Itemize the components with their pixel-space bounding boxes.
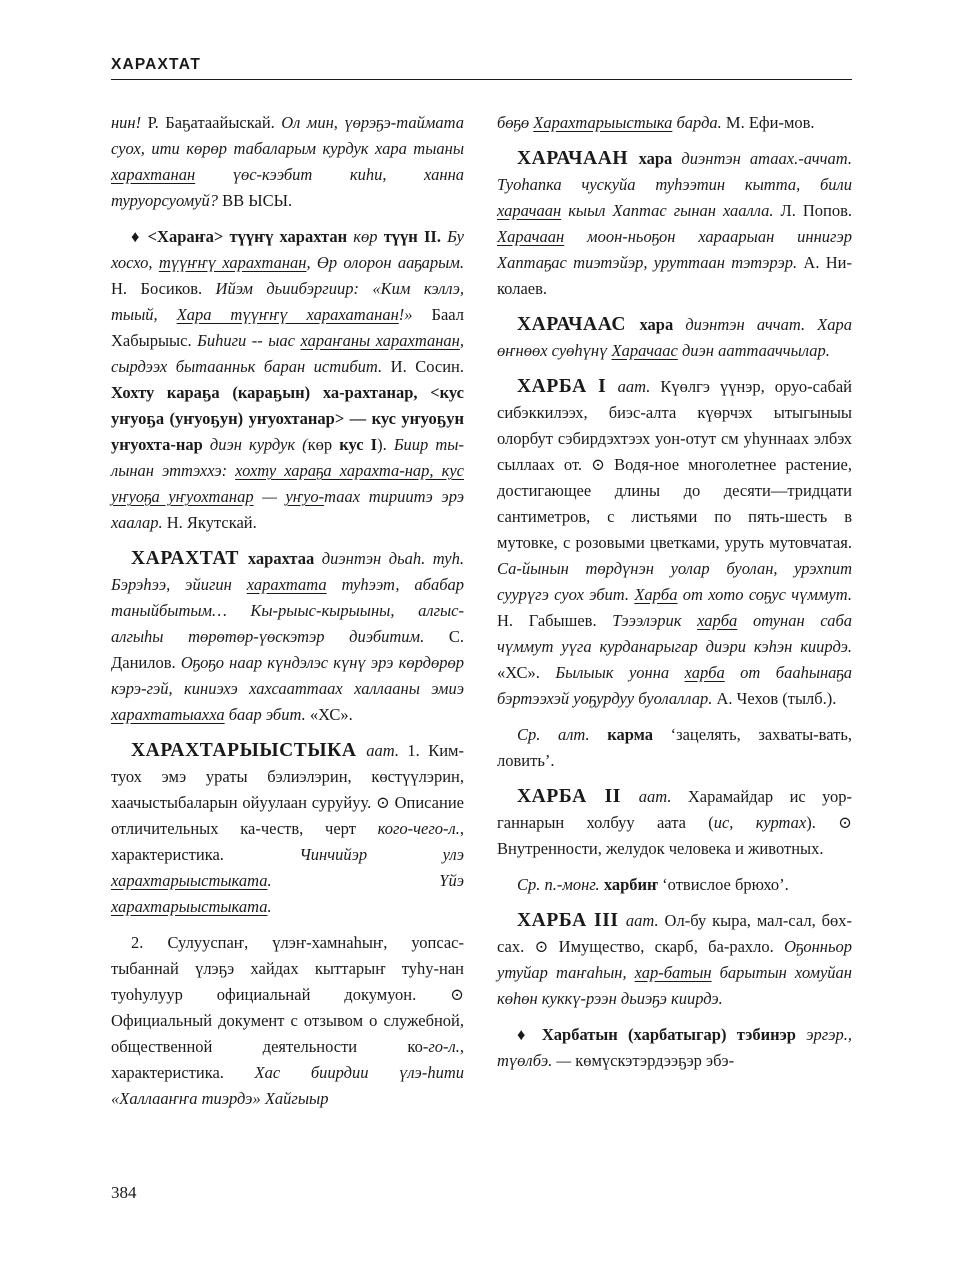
text-run: көр [307,435,340,454]
text-run: Баал Хабырыыс. [111,305,464,350]
headword: ХАРАХТАРЫЫСТЫКА [131,740,367,761]
text-run: А. Чехов (тылб.). [716,689,837,708]
text-run: харахтата [246,575,327,594]
text-run: үөс-кээбит киһи, ханна туруорсуомуй? [111,165,464,210]
text-run: Хас биирдии үлэ-һити «Халлааҥҥа тиэрдэ» Хайгыыр [111,1063,464,1108]
text-run: баар эбит. [224,705,310,724]
text-run: . [267,897,272,916]
text-run: Ср. п.-монг. [517,875,604,894]
text-run: кус I [339,435,378,454]
text-run: !» [398,305,432,324]
text-run: Л. Попов. [780,201,852,220]
entry-kharakhtat [111,546,464,728]
text-run: харба [684,663,725,682]
text-run: аат. [638,787,688,806]
text-run: ‘отвислое брюхо’. [662,875,789,894]
text-run: Оҕонньор утуйар таҥаһын, [497,937,852,982]
text-run: харахтарыыстыката [111,871,268,890]
text-run: хара [638,149,682,168]
text-run: М. Ефи-мов. [725,113,815,132]
text-run: Былыык уонна [555,663,685,682]
text-run: Биир ты-лынан эттэххэ: [111,435,464,480]
text-run: Хохту караҕа (караҕын) ха-рахтанар, <кус уҥуоҕа (уҥуоҕун) уҥуохтанар> — кус уҥуоҕун уҥуохта-нар [111,383,464,454]
text-run: ис, куртах [713,813,807,832]
text-run: С. Данилов. [111,627,464,672]
text-run: , характеристика. [111,819,464,864]
text-run: Хара түүҥҥү харахатанан [176,305,399,324]
header-rule [111,79,852,80]
entry-kharakhtaryystyka [111,738,464,920]
text-run: диэнтэн аччат. Хара өҥнөөх суөһүнү [497,315,852,360]
text-run: хохту хараҕа харахта-нар, кус уҥуоҕа уҥуохтанар [111,461,464,506]
text-run: харахтарыыстыката [111,897,268,916]
text-run: А. Ни-колаев. [497,253,852,298]
text-run: ). [377,435,394,454]
text-run: аат. [625,911,665,930]
entry-paragraph [497,110,852,136]
text-run: Бу хосхо, [111,227,464,272]
text-run: , характеристика. [111,1037,464,1082]
text-run: 1. Ким-туох эмэ ураты бэлиэлэрин, көстүүлэрин, хаачыстыбаларын ойуулаан суруйуу. ⊙ Описание отличительных ка-честв, черт [111,741,464,838]
text-run: Н. Якутскай. [166,513,257,532]
text-run: , сырдээх бытаанньк баран истибит. [111,331,464,376]
headword: ХАРАХТАТ [131,548,248,569]
entry-kharachaas [497,312,852,364]
entry-kharba-2 [497,784,852,862]
text-run: аат. [366,741,400,760]
text-run: 2. Сулууспаҥ, үлэҥ-хамнаһыҥ, уопсас-тыбаннай үлэҕэ хайдах кыттарыҥ туһу-нан туоһулуур официальнай докумуон. ⊙ Официальный документ с отзывом о служебной, общественной деятельности ко- [111,933,464,1056]
entry-kharba-1 [497,374,852,712]
text-run: диэнтэн атаах.-аччат. Туоһапка чускуйа туһээтин кытта, били [497,149,853,194]
text-run: харахтатыахха [111,705,225,724]
text-run: «ХС». [309,705,353,724]
text-run: Са-йынын төрдүнэн уолар буолан, урэхпит суурүгэ суох эбит. [497,559,852,604]
entry-kharachaan [497,146,852,302]
text-run: харбиҥ [603,875,663,894]
entry-paragraph [497,1022,852,1074]
text-run: Күөлгэ үүнэр, оруо-сабай сибэккилээх, биэс-алта күөрчэх ытыгыныы олорбут сэбирдэхтээх уон-отут см уһуннаах элбэх сыллаах от. ⊙ Водя-ное многолетнее растение, достигающее длины до десяти—тридцати сантиметров, с листьями по пять-шесть в мутовке, с розовыми цветками, уруть мутовчатая. [497,377,852,552]
text-run: карма [607,725,671,744]
text-run: го-л. [428,1037,460,1056]
running-head-title: ХАРАХТАТ [111,56,202,73]
text-run: от хото соҕус чүммут. [677,585,853,604]
text-run: — [253,487,286,506]
text-run: Тэээлэрик [612,611,698,630]
text-run: хара [639,315,686,334]
text-run: ♦ <Хараҥа> түүҥү харахтан [131,227,354,246]
text-run: аат. [617,377,661,396]
text-run: түүҥҥү харахтанан [158,253,307,272]
text-run: көр [353,227,384,246]
text-run: Харба [634,585,678,604]
right-column [497,110,852,1084]
text-run: нин! [111,113,148,132]
text-run: Харамайдар ис уор-ганнарын холбуу аата ( [497,787,852,832]
text-run: «ХС». [497,663,556,682]
text-run: диэн курдук ( [209,435,308,454]
text-run: көмүскэтэрдээҕэр эбэ- [575,1051,735,1070]
text-run: Р. Баҕатаайыскай. [147,113,282,132]
text-run: уҥуо- [285,487,325,506]
entry-paragraph [111,930,464,1112]
etymology-note [497,722,852,774]
text-run: Оҕоҕо наар күндэлэс күнү эрэ көрдөрөр кэрэ-гэй, киниэхэ хахсааттаах халлааны эмиэ [111,653,464,698]
text-run: Ол-бу кыра, мал-сал, бөх-сах. ⊙ Имущество, скарб, ба-рахло. [497,911,853,956]
text-run: түүн II. [383,227,448,246]
text-run: Чинчийэр улэ [299,845,464,864]
text-run: Ийэм дьиибэргиир: «Ким кэллэ, тыый, [111,279,464,324]
text-run: кыыл Хаптас гынан хаалла. [561,201,781,220]
text-run: отунан саба чүммут уүга курданарыгар диэри кэһэн киирдэ. [497,611,853,656]
text-run: харахтанан [111,165,196,184]
text-run: таах тириитэ эрэ хаалар. [111,487,465,532]
text-run: от бааһынаҕа бэртээхэй уоҕурдуу буолаллар. [497,663,853,708]
text-run: ВВ ЫСЫ. [222,191,293,210]
text-run: Харачаан [497,227,565,246]
text-run: диэн ааттааччылар. [677,341,830,360]
text-run: барда. [672,113,726,132]
text-run: Н. Габышев. [497,611,613,630]
text-run: Н. Босиков. [111,279,216,298]
entry-paragraph [111,110,464,214]
headword: ХАРАЧААС [517,314,640,335]
text-run: хараҥаны харахтанан [300,331,460,350]
entry-kharba-3 [497,908,852,1012]
text-run: , Өр олорон ааҕарым. [306,253,464,272]
text-run: харба [697,611,738,630]
text-run: эргэр., түөлбэ. — [497,1025,852,1070]
text-run: бөҕө [497,113,534,132]
text-run: . Үйэ [267,871,464,890]
text-run: Харахтарыыстыка [533,113,673,132]
text-run: харачаан [497,201,562,220]
text-run: И. Сосин. [390,357,464,376]
text-run: барытын хомуйан көһөн куккү-рээн дьиэҕэ киирдэ. [497,963,852,1008]
text-run: ‘зацелять, захваты-вать, ловить’. [497,725,852,770]
left-column [111,110,464,1122]
text-run: ). ⊙ Внутренности, желудок человека и животных. [497,813,852,858]
text-run: хар-батын [634,963,712,982]
text-run: Биһиги -- ыас [197,331,301,350]
etymology-note [497,872,852,898]
entry-paragraph [111,224,464,536]
headword: ХАРБА II [517,786,639,807]
text-run: Ср. алт. [517,725,608,744]
text-run: ♦ Харбатын (харбатыгар) тэбинэр [517,1025,807,1044]
text-run: Харачаас [611,341,678,360]
headword: ХАРБА I [517,376,618,397]
text-run: кого-чего-л. [377,819,460,838]
headword: ХАРБА III [517,910,626,931]
text-run: харахтаа [247,549,322,568]
text-run: диэнтэн дьаһ. туһ. Бэрэһээ, эйигин [111,549,464,594]
headword: ХАРАЧААН [517,148,639,169]
text-run: туһээт, абабар таныйбытым… Кы-рыыс-кырыыны, алгыс-алгыһы төрөтөр-үөскэтэр диэбитим. [111,575,464,646]
text-run: Ол мин, үөрэҕэ-таймата суох, ити көрөр табаларым курдук хара тыаны [111,113,464,158]
page-number: 384 [111,1183,137,1202]
text-run: моон-ньоҕон хараарыан иннигэр Хаптаҕас тиэтэйэр, уруттаан тэтэрэр. [497,227,852,272]
